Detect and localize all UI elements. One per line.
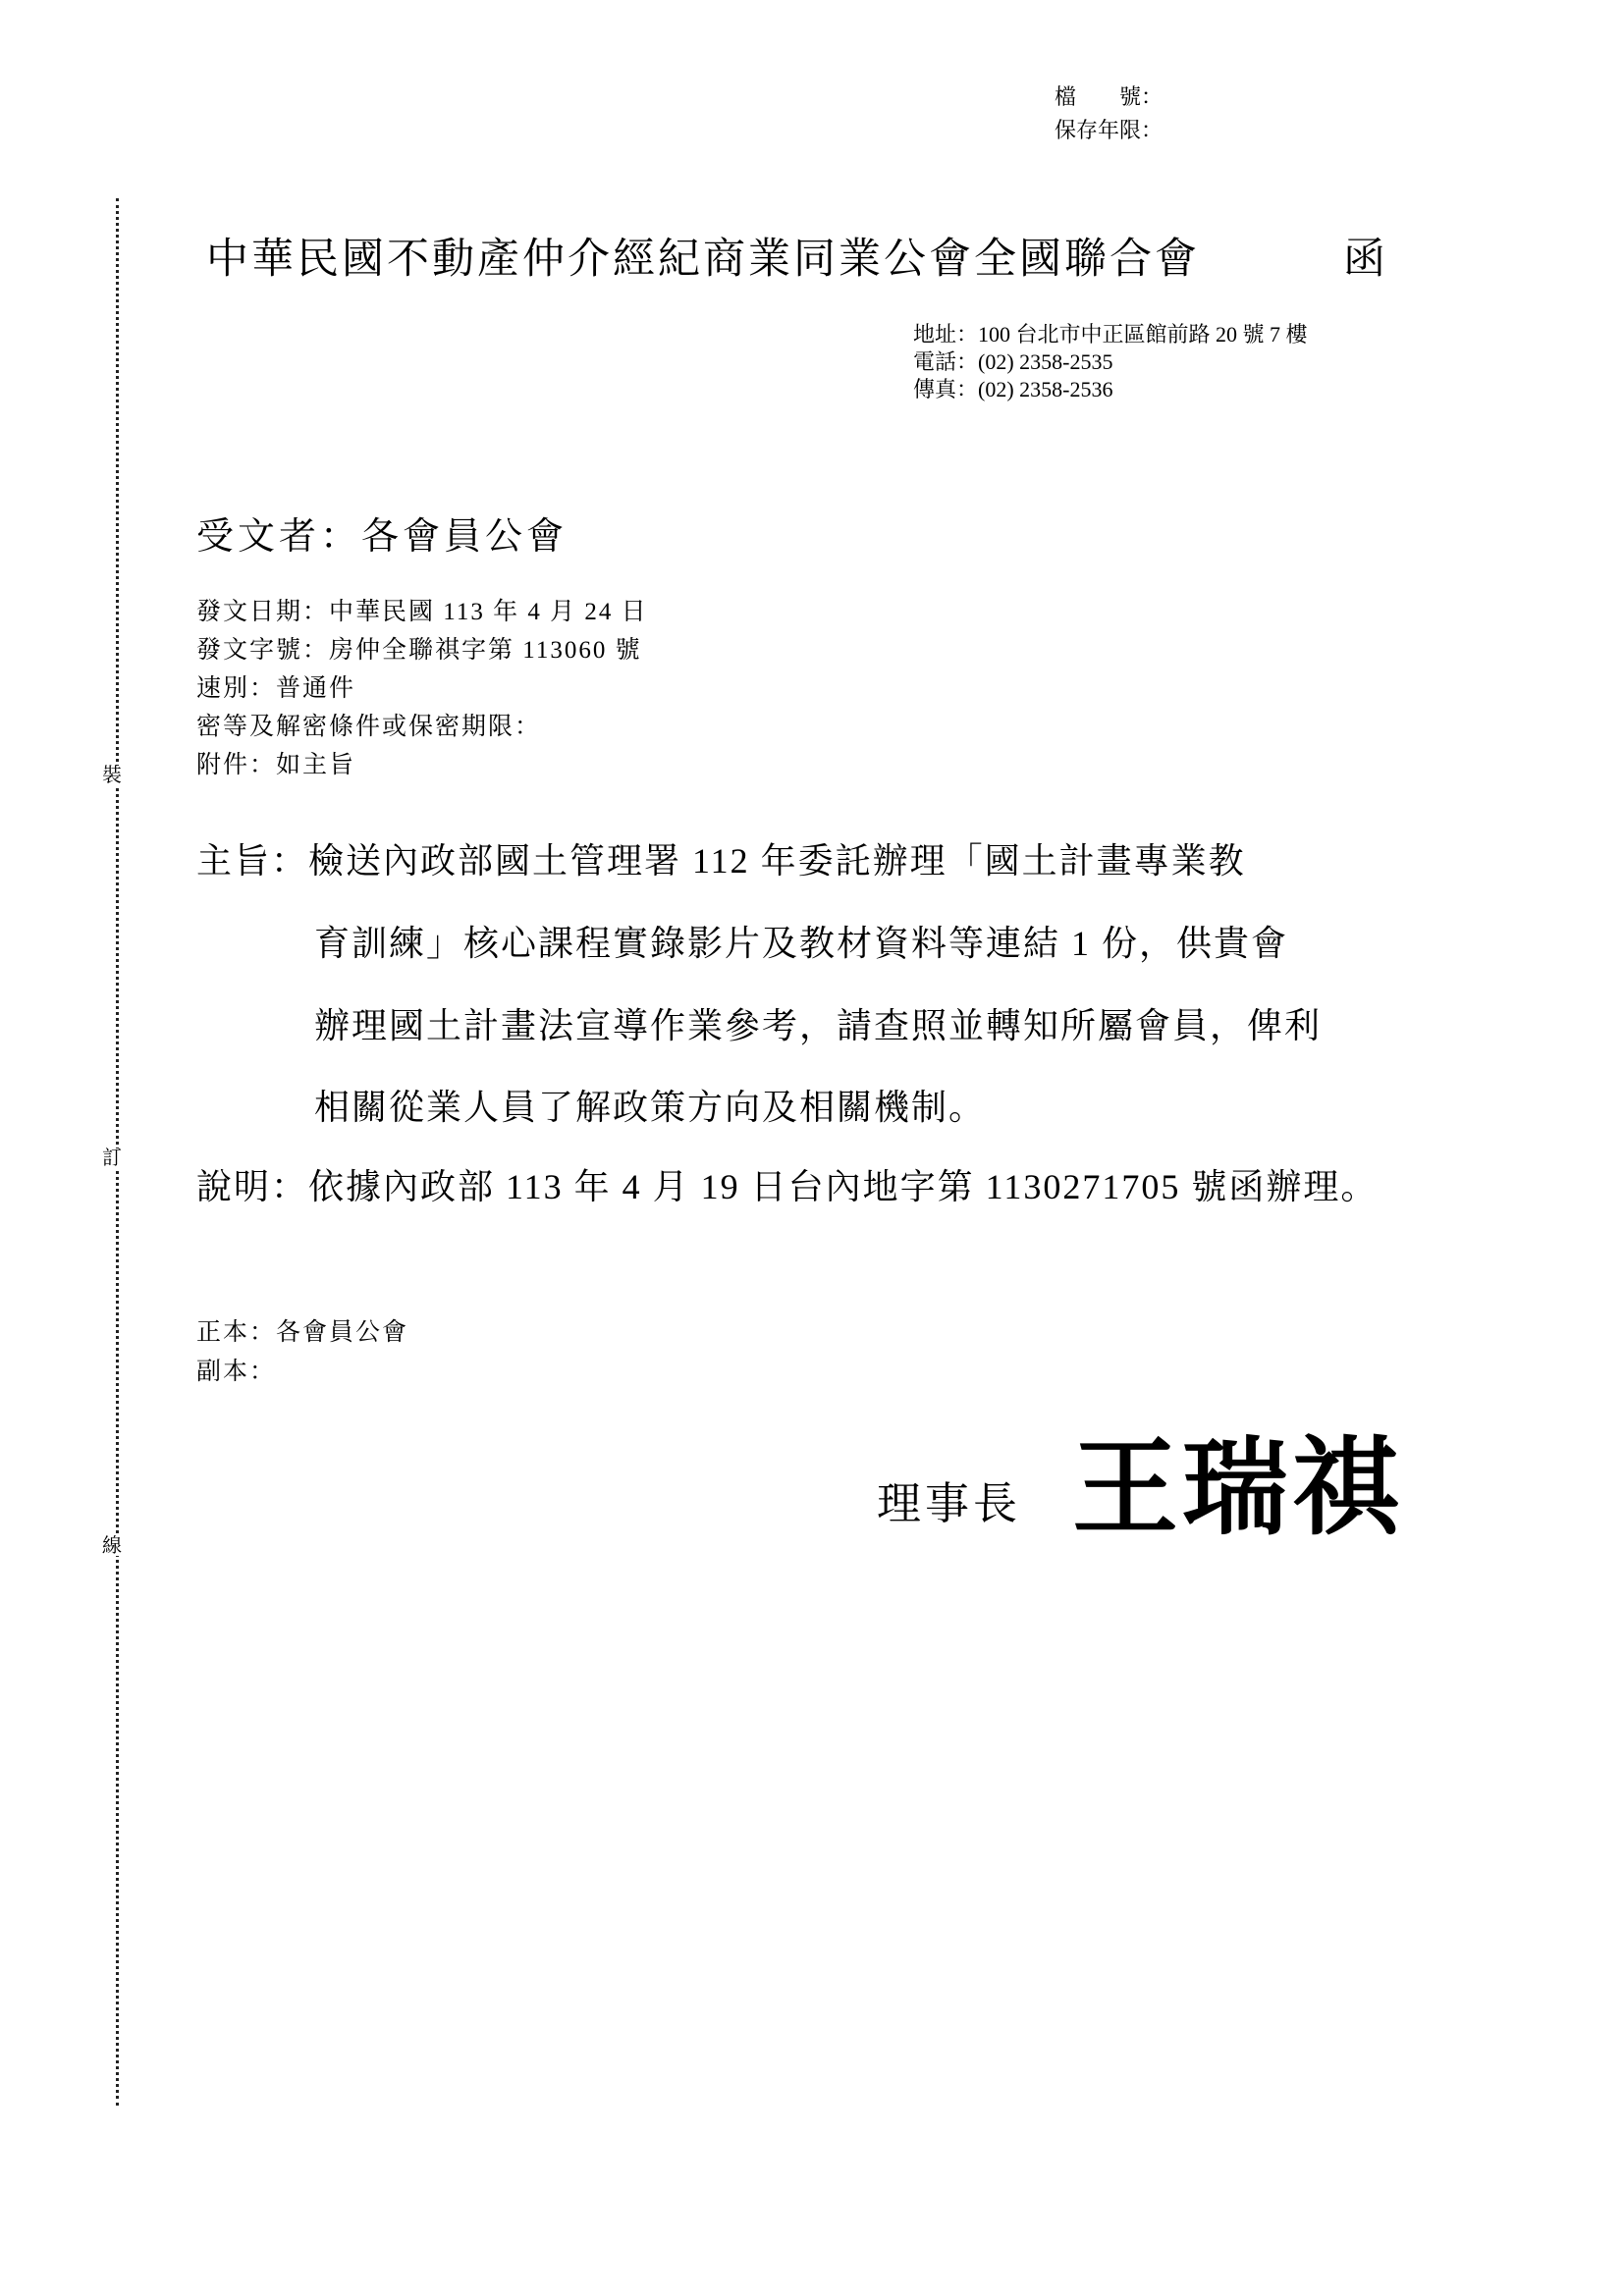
organization-title: 中華民國不動產仲介經紀商業同業公會全國聯合會 <box>206 237 1200 283</box>
fax: 傳真：(02) 2358-2536 <box>913 377 1113 401</box>
signatory-title: 理事長 <box>877 1479 1022 1528</box>
subject-line-2: 育訓練」核心課程實錄影片及教材資料等連結 1 份，供貴會 <box>314 924 1289 963</box>
delivery-speed: 速別：普通件 <box>196 675 356 702</box>
document-number: 發文字號：房仲全聯祺字第 113060 號 <box>196 637 642 664</box>
confidentiality: 密等及解密條件或保密期限： <box>196 714 542 740</box>
address: 地址：100 台北市中正區館前路 20 號 7 樓 <box>913 322 1308 347</box>
explanation: 說明：依據內政部 113 年 4 月 19 日台內地字第 1130271705 號函辦理。 <box>196 1167 1379 1206</box>
file-number-label: 檔 號： <box>1055 84 1164 109</box>
binding-mark-xian: 線 <box>102 1535 122 1557</box>
retention-period-label: 保存年限： <box>1055 118 1164 142</box>
signatory-name: 王瑞祺 <box>1072 1426 1403 1550</box>
document-type: 函 <box>1343 237 1388 283</box>
binding-mark-ding: 訂 <box>102 1148 122 1169</box>
recipient: 受文者：各會員公會 <box>196 516 568 558</box>
original-recipients: 正本：各會員公會 <box>196 1319 409 1346</box>
issue-date: 發文日期：中華民國 113 年 4 月 24 日 <box>196 599 648 625</box>
copy-recipients: 副本： <box>196 1359 277 1385</box>
document-info <box>196 593 648 784</box>
binding-mark-zhuang: 裝 <box>102 765 122 786</box>
contact-block <box>913 321 1308 403</box>
distribution <box>196 1313 408 1392</box>
attachment: 附件：如主旨 <box>196 752 356 778</box>
subject-line-1: 主旨：檢送內政部國土管理署 112 年委託辦理「國土計畫專業教 <box>196 841 1246 881</box>
subject-line-3: 辦理國土計畫法宣導作業參考，請查照並轉知所屬會員，俾利 <box>314 1006 1323 1045</box>
subject-line-4: 相關從業人員了解政策方向及相關機制。 <box>314 1088 987 1127</box>
phone: 電話：(02) 2358-2535 <box>913 349 1113 374</box>
